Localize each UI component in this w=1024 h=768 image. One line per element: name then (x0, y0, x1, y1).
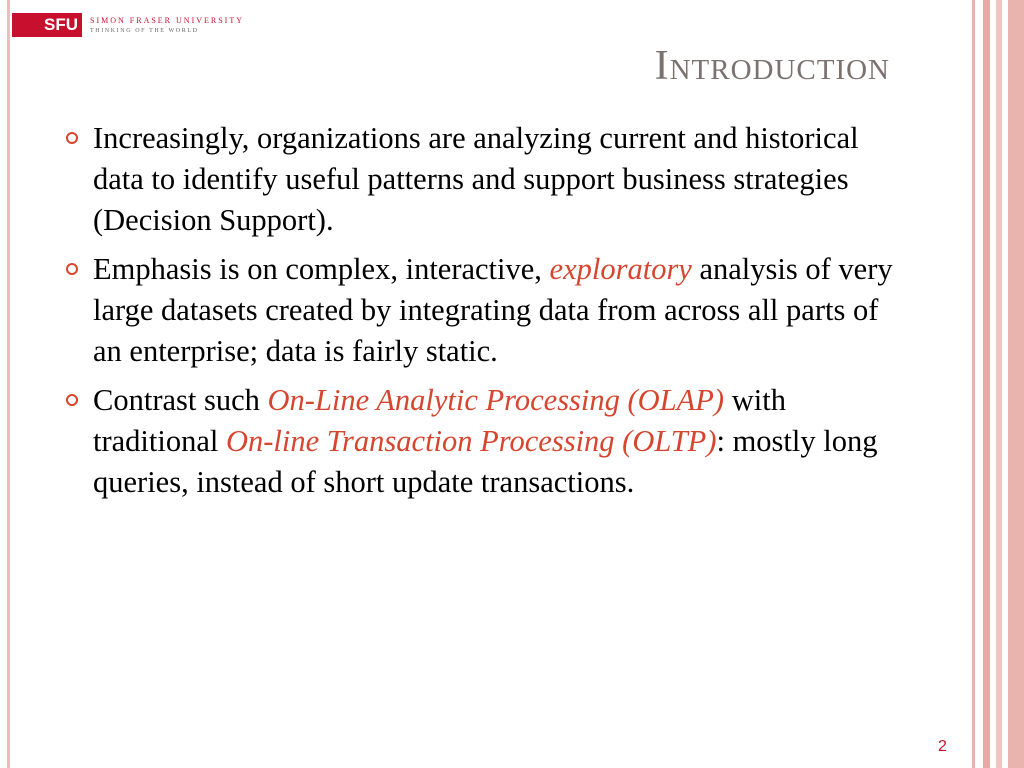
bullet-text: with traditional (93, 383, 786, 458)
page-number: 2 (938, 738, 947, 755)
sfu-logo (12, 12, 244, 38)
bullet-text: Contrast such (93, 383, 268, 417)
university-tagline: THINKING OF THE WORLD (90, 27, 199, 34)
bullet-text: Increasingly, organizations are analyzing current and historical data to identify useful patterns and support business strategies (Decision Support). (93, 121, 859, 237)
left-border-line (7, 0, 10, 768)
bullet-item (64, 118, 894, 241)
bullet-text: analysis of very large datasets created by integrating data from across all parts of an enterprise; data is fairly static. (93, 252, 893, 368)
emphasized-text: On-Line Analytic Processing (OLAP) (267, 383, 725, 417)
bullet-circle-icon (66, 132, 78, 144)
bullet-item (64, 249, 894, 372)
sfu-logo-mark: SFU (12, 13, 82, 37)
bullet-text: : mostly long queries, instead of short update transactions. (93, 424, 878, 499)
slide-title: Introduction (654, 43, 890, 89)
bullet-circle-icon (66, 263, 78, 275)
sfu-logo-text (90, 17, 244, 34)
university-name: SIMON FRASER UNIVERSITY (90, 15, 245, 25)
bullet-text: Emphasis is on complex, interactive, (93, 252, 550, 286)
emphasized-text: On-line Transaction Processing (OLTP) (225, 424, 717, 458)
emphasized-text: exploratory (549, 252, 692, 286)
right-decorative-stripes (972, 0, 1024, 768)
bullet-item (64, 380, 894, 503)
bullet-circle-icon (66, 394, 78, 406)
bullet-list (64, 118, 894, 511)
